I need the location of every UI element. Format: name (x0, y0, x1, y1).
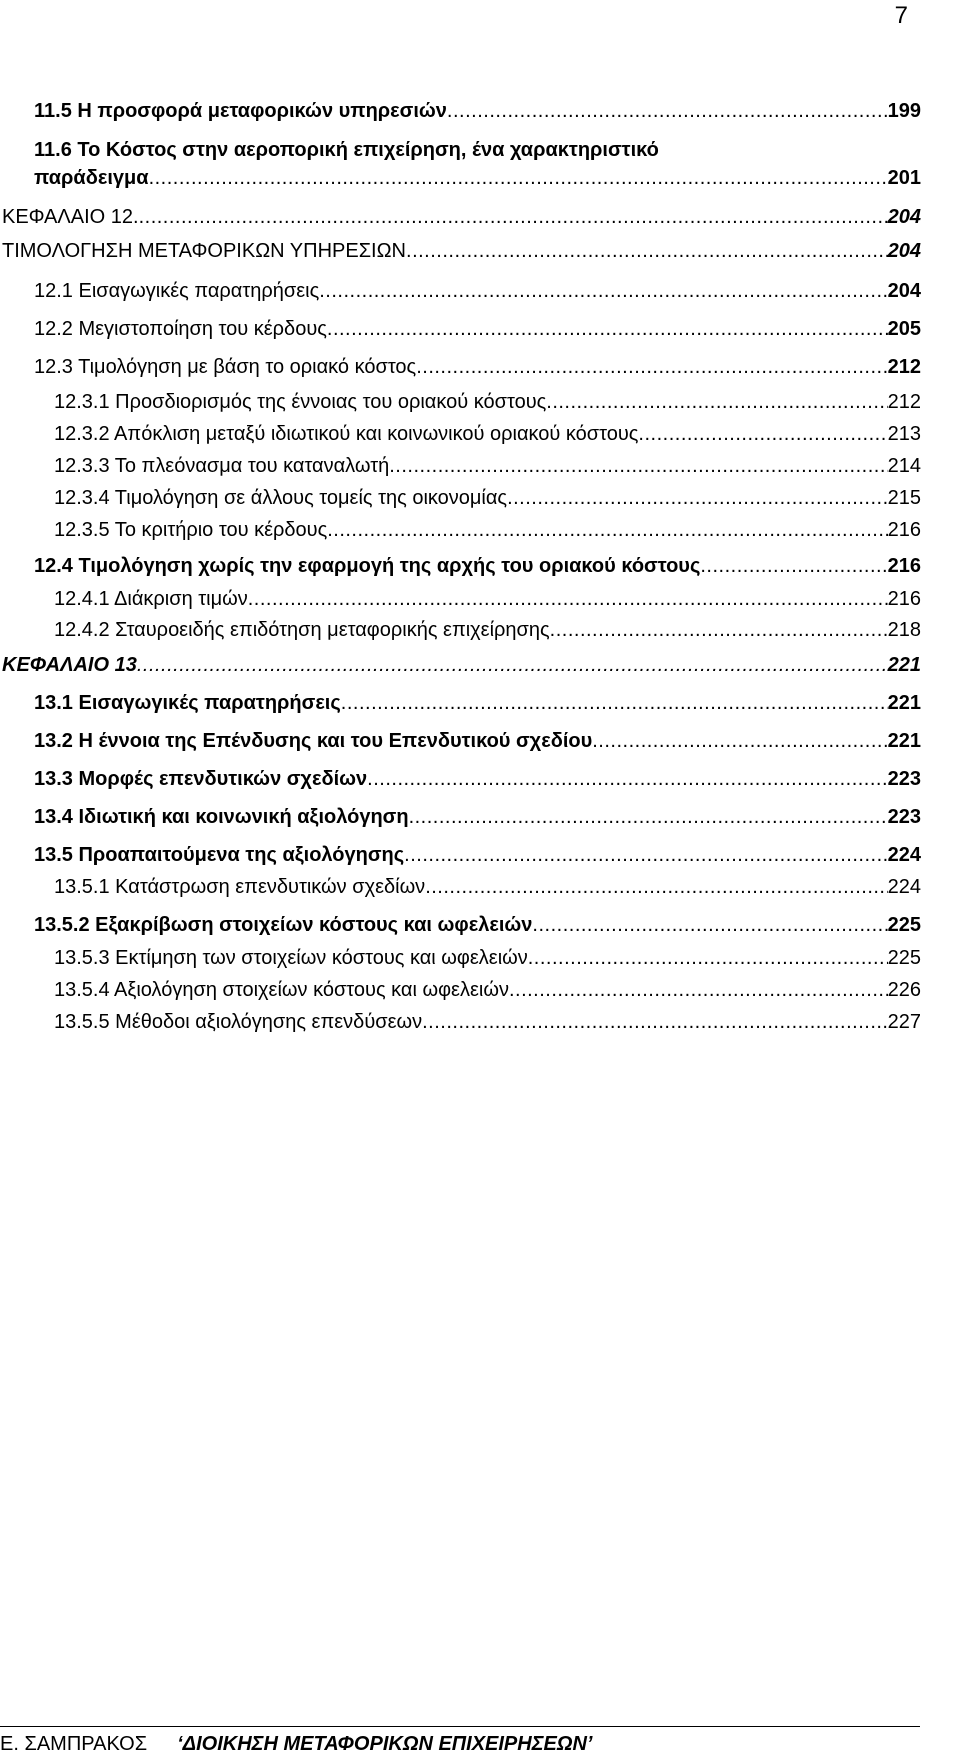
toc-entry-title: παράδειγμα (34, 167, 149, 189)
toc-entry-title: 12.2 Μεγιστοποίηση του κέρδους (34, 318, 327, 340)
toc-leader-dots (416, 356, 887, 379)
toc-leader-dots (367, 768, 887, 791)
toc-entry-title: 11.5 Η προσφορά μεταφορικών υπηρεσιών (34, 100, 447, 122)
toc-entry-title: 13.5.1 Κατάστρωση επενδυτικών σχεδίων (54, 876, 426, 898)
toc-leader-dots (592, 730, 887, 753)
toc-entry-page: 204 (887, 280, 921, 302)
toc-entry-chapter-12-title[interactable] (2, 240, 921, 263)
toc-entry-12-3-1[interactable] (54, 391, 921, 414)
toc-leader-dots (509, 979, 888, 1002)
toc-entry-12-4[interactable] (34, 555, 921, 578)
toc-entry-page: 218 (887, 619, 921, 641)
toc-entry-title: 12.4.1 Διάκριση τιμών (54, 588, 248, 610)
toc-entry-title: ΤΙΜΟΛΟΓΗΣΗ ΜΕΤΑΦΟΡΙΚΩΝ ΥΠΗΡΕΣΙΩΝ (2, 240, 407, 262)
toc-leader-dots (638, 423, 887, 446)
toc-entry-13-5-3[interactable] (54, 947, 921, 970)
toc-entry-13-5-5[interactable] (54, 1011, 921, 1034)
toc-entry-title: 13.5 Προαπαιτούμενα της αξιολόγησης (34, 844, 405, 866)
toc-leader-dots (404, 844, 887, 867)
toc-entry-page: 212 (887, 356, 921, 378)
toc-leader-dots (425, 876, 887, 899)
toc-leader-dots (149, 167, 888, 190)
toc-entry-page: 221 (887, 692, 921, 714)
toc-entry-title: 13.2 Η έννοια της Επένδυσης και του Επενδυτικού σχεδίου (34, 730, 593, 752)
toc-entry-page: 201 (887, 167, 921, 189)
page-number: 7 (894, 2, 908, 29)
toc-leader-dots (507, 487, 888, 510)
toc-leader-dots (137, 654, 888, 677)
toc-entry-title: ΚΕΦΑΛΑΙΟ 13 (2, 654, 137, 676)
toc-entry-12-1[interactable] (34, 280, 921, 303)
toc-entry-page: 226 (887, 979, 921, 1001)
toc-leader-dots (409, 806, 888, 829)
toc-entry-13-4[interactable] (34, 806, 921, 829)
toc-entry-12-3-3[interactable] (54, 455, 921, 478)
toc-entry-page: 224 (887, 876, 921, 898)
toc-entry-page: 204 (887, 240, 921, 262)
toc-entry-page: 224 (887, 844, 921, 866)
toc-leader-dots (341, 692, 888, 715)
footer-author: Ε. ΣΑΜΠΡΑΚΟΣ (0, 1733, 148, 1755)
toc-leader-dots (319, 280, 887, 303)
toc-entry-title: 12.3.5 Το κριτήριο του κέρδους (54, 519, 328, 541)
toc-entry-12-4-2[interactable] (54, 619, 921, 642)
toc-leader-dots (528, 947, 888, 970)
toc-leader-dots (447, 100, 888, 123)
toc-entry-13-5[interactable] (34, 844, 921, 867)
toc-entry-12-3-2[interactable] (54, 423, 921, 446)
toc-entry-12-3-4[interactable] (54, 487, 921, 510)
toc-entry-page: 221 (887, 654, 921, 676)
toc-entry-page: 216 (887, 588, 921, 610)
toc-entry-page: 225 (887, 947, 921, 969)
toc-leader-dots (700, 555, 887, 578)
toc-entry-title: 13.5.2 Εξακρίβωση στοιχείων κόστους και ωφελειών (34, 914, 533, 936)
toc-entry-page: 216 (887, 555, 921, 577)
toc-entry-title: 12.3.1 Προσδιορισμός της έννοιας του οριακού κόστους (54, 391, 547, 413)
toc-leader-dots (139, 206, 888, 229)
toc-entry-title: 13.1 Εισαγωγικές παρατηρήσεις (34, 692, 341, 714)
toc-entry-13-5-4[interactable] (54, 979, 921, 1002)
toc-entry-page: 216 (887, 519, 921, 541)
page-footer (0, 1733, 592, 1756)
footer-book-title: ‘ΔΙΟΙΚΗΣΗ ΜΕΤΑΦΟΡΙΚΩΝ ΕΠΙΧΕΙΡΗΣΕΩΝ’ (177, 1733, 593, 1755)
toc-entry-12-2[interactable] (34, 318, 921, 341)
toc-entry-chapter-13[interactable] (2, 654, 921, 677)
toc-entry-title: 13.5.5 Μέθοδοι αξιολόγησης επενδύσεων (54, 1011, 423, 1033)
toc-entry-12-3[interactable] (34, 356, 921, 379)
toc-leader-dots (406, 240, 888, 263)
toc-entry-page: 204 (887, 206, 921, 228)
toc-entry-11-6[interactable] (34, 167, 921, 190)
toc-entry-12-4-1[interactable] (54, 588, 921, 611)
toc-entry-page: 199 (887, 100, 921, 122)
toc-entry-page: 223 (887, 768, 921, 790)
toc-entry-11-5[interactable] (34, 100, 921, 123)
toc-entry-13-3[interactable] (34, 768, 921, 791)
toc-entry-12-3-5[interactable] (54, 519, 921, 542)
toc-leader-dots (546, 391, 887, 414)
toc-entry-title: 13.3 Μορφές επενδυτικών σχεδίων (34, 768, 368, 790)
toc-entry-13-2[interactable] (34, 730, 921, 753)
toc-entry-page: 225 (887, 914, 921, 936)
toc-entry-11-6-line1[interactable]: 11.6 Το Κόστος στην αεροπορική επιχείρηση, ένα χαρακτηριστικό (34, 139, 659, 161)
toc-entry-page: 221 (887, 730, 921, 752)
toc-leader-dots (327, 318, 888, 341)
footer-rule (0, 1726, 920, 1727)
toc-entry-title: 12.3 Τιμολόγηση με βάση το οριακό κόστος (34, 356, 417, 378)
toc-leader-dots (389, 455, 887, 478)
toc-entry-chapter-12[interactable] (2, 206, 921, 229)
toc-entry-13-5-2[interactable] (34, 914, 921, 937)
toc-leader-dots (248, 588, 888, 611)
toc-entry-title: 12.3.3 Το πλεόνασμα του καταναλωτή (54, 455, 390, 477)
toc-leader-dots (422, 1011, 888, 1034)
toc-entry-title: ΚΕΦΑΛΑΙΟ 12. (2, 206, 139, 228)
toc-entry-page: 213 (887, 423, 921, 445)
toc-entry-title: 12.4.2 Σταυροειδής επιδότηση μεταφορικής επιχείρησης (54, 619, 550, 641)
toc-entry-13-1[interactable] (34, 692, 921, 715)
toc-entry-page: 205 (887, 318, 921, 340)
toc-entry-page: 223 (887, 806, 921, 828)
toc-entry-page: 214 (887, 455, 921, 477)
toc-entry-13-5-1[interactable] (54, 876, 921, 899)
toc-entry-title: 12.3.4 Τιμολόγηση σε άλλους τομείς της οικονομίας (54, 487, 508, 509)
toc-entry-title: 12.3.2 Απόκλιση μεταξύ ιδιωτικού και κοινωνικού οριακού κόστους (54, 423, 639, 445)
toc-entry-title: 13.4 Ιδιωτική και κοινωνική αξιολόγηση (34, 806, 409, 828)
toc-entry-title: 12.4 Τιμολόγηση χωρίς την εφαρμογή της αρχής του οριακού κόστους (34, 555, 701, 577)
toc-entry-title: 13.5.3 Εκτίμηση των στοιχείων κόστους και ωφελειών (54, 947, 528, 969)
toc-entry-page: 215 (887, 487, 921, 509)
toc-leader-dots (532, 914, 887, 937)
toc-entry-title: 12.1 Εισαγωγικές παρατηρήσεις (34, 280, 320, 302)
toc-entry-title: 13.5.4 Αξιολόγηση στοιχείων κόστους και ωφελειών (54, 979, 509, 1001)
toc-entry-page: 227 (887, 1011, 921, 1033)
toc-leader-dots (550, 619, 888, 642)
toc-entry-page: 212 (887, 391, 921, 413)
toc-leader-dots (327, 519, 887, 542)
